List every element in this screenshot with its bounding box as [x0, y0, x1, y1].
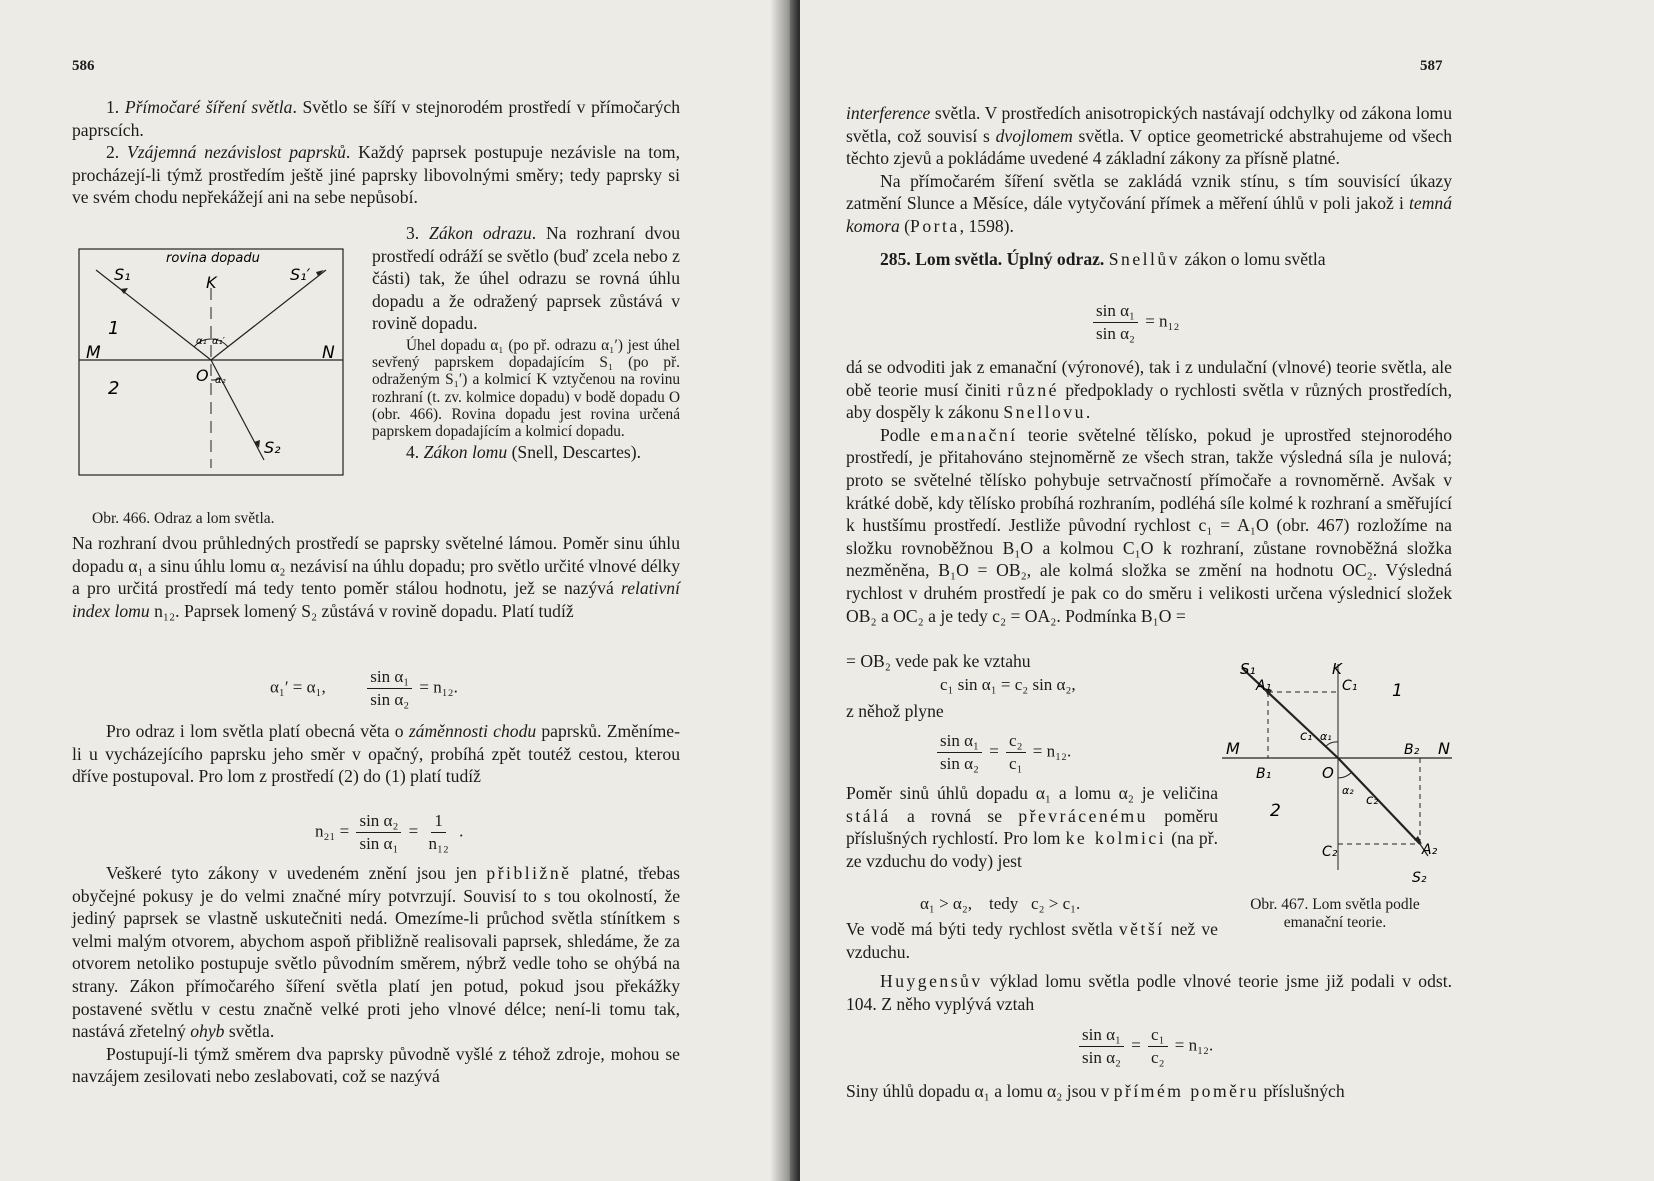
paragraph: [72, 720, 680, 788]
text-run: , 1598).: [959, 215, 1014, 236]
label-medium-1: 1: [1392, 681, 1403, 701]
label-a2: A₂: [1422, 842, 1438, 858]
label-s1: S₁: [114, 265, 131, 284]
label-b2: B₂: [1404, 742, 1420, 758]
paragraph: [372, 441, 680, 464]
paragraph: [72, 532, 680, 622]
paragraph: [846, 102, 1452, 170]
equation-part: =: [1131, 1035, 1141, 1055]
text-run: Ve vodě má býti tedy rychlost světla: [846, 919, 1119, 939]
label-o: O: [1322, 764, 1334, 782]
equation-part: =: [408, 821, 419, 841]
paragraph: = OB₂ vede pak ke vztahu: [846, 651, 1031, 671]
numerator: sin α₁: [1079, 1024, 1124, 1047]
text-block-p5: [846, 700, 1226, 723]
text-run: emanační: [930, 424, 1018, 445]
label-c2: c₂: [1366, 793, 1379, 808]
label-s2: S₂: [264, 438, 281, 457]
label-s1-prime: S₁′: [290, 265, 311, 284]
denominator: sin α₂: [1082, 1048, 1121, 1067]
numerator: sin α₁: [937, 730, 982, 753]
equation-part: = n₁₂: [1145, 311, 1180, 331]
text-run: Siny úhlů dopadu α₁ a lomu α₂ jsou v: [846, 1081, 1114, 1101]
label-alpha2: α₂: [215, 375, 226, 386]
paragraph: [72, 96, 680, 141]
numerator: 1: [431, 810, 446, 833]
label-s1: S₁: [1240, 660, 1256, 678]
text-block-top: [72, 96, 680, 209]
numerator: sin α₁: [1093, 300, 1138, 323]
equation-3: [1090, 300, 1179, 345]
paragraph: [846, 970, 1452, 1015]
paragraph: [846, 170, 1452, 238]
numerator: sin α₁: [367, 666, 412, 689]
label-n: N: [322, 343, 335, 363]
text-run: Podle: [880, 424, 931, 445]
heading-title: 285. Lom světla. Úplný odraz.: [880, 248, 1105, 269]
paragraph: Postupují-li týmž směrem dva paprsky původně vyšlé z téhož zdroje, mohou se navzájem zesilovati nebo zeslabovati, což se nazývá: [72, 1043, 680, 1087]
text-run: přímém poměru: [1113, 1081, 1260, 1101]
text-run: Na rozhraní dvou průhledných prostředí se paprsky světelné lámou. Poměr sinu úhlu dopadu α₁ a sinu úhlu lomu α₂ nezávisí na úhlu dopadu; pro světlo určité vlnové délky a pro určitá prostředí má tedy tento poměr stálou hodnotu, jež se nazývá: [72, 533, 680, 599]
label-medium-2: 2: [108, 378, 120, 399]
text-block-top: [846, 102, 1452, 270]
paragraph: [846, 356, 1452, 424]
text-run: 2.: [106, 142, 127, 163]
equation-part: .: [459, 821, 464, 841]
text-run: a rovná se: [890, 805, 1019, 826]
page-number: 586: [72, 58, 95, 74]
figure-467: [1220, 660, 1460, 890]
label-alpha1-prime: α₁′: [212, 336, 225, 347]
text-run: předpoklady o rychlosti světla v různých prostředích, aby dospěly k zákonu: [846, 379, 1452, 423]
label-k: K: [206, 273, 217, 292]
text-run: Pro odraz i lom světla platí obecná věta o: [106, 721, 409, 741]
label-alpha2: α₂: [1342, 784, 1354, 797]
paragraph: [372, 222, 680, 335]
text-run: . Světlo se šíří v stejnorodém prostředí v přímočarých paprscích.: [72, 97, 681, 140]
denominator: sin α₁: [359, 834, 399, 853]
text-run: různé: [1007, 379, 1059, 400]
denominator: c₂: [1151, 1048, 1165, 1067]
figure-466: [78, 248, 344, 476]
text-run: než ve vzduchu.: [846, 919, 1218, 962]
text-run: . Každý paprsek postupuje nezávisle na tom, procházejí-li týmž prostředím ještě jiné paprsky libovolnými směry; tedy paprsky si ve svém chodu nepřekážejí ani na sebe nepůsobí.: [72, 142, 680, 208]
equation-part: =: [989, 741, 999, 761]
text-run: Porta: [910, 215, 960, 236]
label-k: K: [1332, 660, 1342, 678]
label-alpha1: α₁: [1320, 730, 1332, 743]
text-block-zamennost: [72, 720, 680, 788]
text-block-last: [846, 1080, 1452, 1103]
paragraph: [846, 918, 1218, 963]
text-run: 1.: [106, 97, 125, 117]
paragraph: z něhož plyne: [846, 701, 944, 721]
label-medium-1: 1: [108, 318, 120, 339]
label-plane: rovina dopadu: [166, 251, 260, 266]
text-run: (na př. ze vzduchu do vody) jest: [846, 828, 1218, 871]
right-page: [800, 0, 1654, 1181]
text-run: záměnnosti chodu: [408, 721, 537, 741]
paragraph: [846, 782, 1218, 872]
text-run: Snellův: [1108, 248, 1180, 269]
label-c1: c₁: [1300, 729, 1313, 744]
equation-part: = n₁₂.: [419, 677, 458, 697]
text-run: Veškeré tyto zákony v uvedeném znění jsou jen: [106, 863, 487, 883]
text-run: n₁₂. Paprsek lomený S₂ zůstává v rovině dopadu. Platí tudíž: [149, 600, 574, 621]
text-run: výklad lomu světla podle vlnové teorie jsme již podali v odst. 104. Z něho vyplývá vztah: [846, 971, 1452, 1014]
text-run: světla. V prostředích anisotropických nastávají odchylky od zákona lomu světla, což souvisí s: [846, 103, 1452, 146]
text-run: (Snell, Descartes).: [507, 442, 642, 463]
text-run: zákon o lomu světla: [1180, 248, 1326, 269]
denominator: sin α₂: [370, 690, 410, 709]
equation-7: [1076, 1024, 1213, 1069]
equation-part: = n₁₂.: [1174, 1035, 1214, 1055]
paragraph: [846, 424, 1452, 627]
text-run: 3.: [406, 223, 430, 243]
text-run: paprsků. Změníme-li u vycházejícího paprsku jeho směr v opačný, probíhá zpět toutéž cestou, kterou dříve postupoval. Pro lom z prostředí (2) do (1) platí tudíž: [72, 721, 680, 787]
text-block-middle: [846, 356, 1452, 627]
text-run: Přímočaré šíření světla: [124, 97, 293, 117]
text-run: Huygensův: [880, 971, 983, 991]
text-run: 4.: [406, 442, 424, 463]
text-run: temná komora: [846, 193, 1452, 236]
label-m: M: [86, 343, 101, 363]
label-b1: B₁: [1256, 766, 1272, 782]
label-medium-2: 2: [1270, 801, 1281, 821]
text-block-p7: [846, 918, 1218, 963]
label-o: O: [196, 366, 209, 385]
text-run: relativní index lomu: [72, 578, 680, 621]
numerator: c₂: [1006, 730, 1025, 753]
text-run: dvojlomem: [995, 125, 1073, 146]
refracted-ray: [1338, 758, 1420, 844]
paragraph: [846, 1080, 1452, 1103]
equation-part: α₁′ = α₁,: [270, 677, 326, 697]
text-run: .: [1085, 402, 1091, 423]
label-a1: A₁: [1256, 678, 1272, 694]
text-run: příslušných: [1259, 1081, 1345, 1101]
paragraph: [72, 862, 680, 1043]
denominator: sin α₂: [940, 754, 979, 773]
text-block-side: [372, 222, 680, 464]
text-run: interference: [846, 103, 931, 123]
paragraph-small: Úhel dopadu α₁ (po př. odrazu α₁′) jest úhel sevřený paprskem dopadajícím S₁ (po př. odraženým S₁′) a kolmicí K vztyčenou na rovinu rozhraní (t. zv. kolmice dopadu) v bodě dopadu O (obr. 466). Rovina dopadu jest rovina určená paprskem dopadajícím a kolmicí dopadu.: [372, 336, 680, 440]
text-run: dá se odvoditi jak z emanační (výronové), tak i z undulační (vlnové) teorie světla, ale obě teorie musí činiti: [846, 357, 1452, 400]
text-run: větší: [1118, 919, 1165, 939]
denominator: sin α₂: [1096, 324, 1135, 343]
text-run: Zákon lomu: [423, 442, 508, 463]
label-alpha1: α₁: [196, 336, 207, 347]
text-run: Na přímočarém šíření světla se zakládá vznik stínu, s tím souvisící úkazy zatmění Slunce a Měsíce, dále vytyčování přímek a měření úhlů v poli jakož i: [846, 170, 1452, 214]
equation-2: [315, 810, 463, 855]
equation-4: c₁ sin α₁ = c₂ sin α₂,: [940, 675, 1076, 694]
text-block-bottom: [846, 970, 1452, 1015]
denominator: n₁₂: [428, 834, 449, 853]
equation-part: n₂₁ =: [315, 821, 350, 841]
text-block-lower: [72, 532, 680, 622]
text-run: Poměr sinů úhlů dopadu α₁ a lomu α₂ je veličina: [846, 783, 1218, 803]
text-run: Vzájemná nezávislost paprsků: [127, 142, 346, 163]
label-s2: S₂: [1412, 870, 1427, 886]
text-run: světla.: [224, 1021, 275, 1042]
text-run: stálá: [846, 805, 891, 826]
left-page: [0, 0, 790, 1181]
text-block-p4b: [846, 650, 1226, 673]
section-heading: [846, 248, 1452, 271]
text-run: Snellovu: [1003, 402, 1086, 423]
label-c1-point: C₁: [1342, 678, 1358, 694]
numerator: sin α₂: [356, 810, 401, 833]
text-block-bottom: [72, 862, 680, 1088]
text-run: ohyb: [190, 1021, 225, 1042]
text-run: teorie světelné tělísko, pokud je uprostřed stejnorodého prostředí, je přitahováno stejnoměrně ze všech stran, takže výsledná síla je nulová; proto se světelné tělísko pohybuje setrvačností přímočaře a rovnoměrně. Avšak v krátké době, kdy tělísko probíhá rozhraním, podléhá síle kolmé k rozhraní a směřující k hustšímu prostředí. Jestliže původní rychlost c₁ = A₁O (obr. 467) rozložíme na složku rovnoběžnou B₁O a kolmou C₁O k rozhraní, zůstane rovnoběžná složka nezměněna, B₁O = OB₂, ale kolmá složka se změní na hodnotu OC₂. Výsledná rychlost v druhém prostředí je pak co do směru i velikosti určena výslednicí složek OB₂ a OC₂ a je tedy c₂ = OA₂. Podmínka B₁O =: [846, 424, 1452, 626]
arrow-icon: [120, 288, 128, 294]
page-number: 587: [1420, 58, 1443, 74]
figure-caption: Obr. 466. Odraz a lom světla.: [92, 510, 275, 527]
text-run: přibližně: [486, 863, 572, 883]
denominator: c₁: [1009, 754, 1023, 773]
paragraph: [72, 141, 680, 209]
text-run: poměru příslušných rychlostí. Pro lom: [846, 805, 1218, 849]
figure-caption: Obr. 467. Lom světla podle emanační teorie.: [1250, 896, 1420, 931]
equation-6: α₁ > α₂, tedy c₂ > c₁.: [920, 894, 1081, 913]
text-run: . Na rozhraní dvou prostředí odráží se světlo (buď zcela nebo z části) tak, že úhel odrazu se rovná úhlu dopadu a že odražený paprsek zůstává v rovině dopadu.: [372, 223, 681, 334]
text-run: (: [899, 215, 911, 236]
text-run: Zákon odrazu: [429, 223, 532, 243]
text-run: převrácenému: [1018, 805, 1148, 826]
label-n: N: [1438, 739, 1450, 758]
label-m: M: [1226, 739, 1240, 758]
angle-arc: [1338, 772, 1352, 778]
text-block-p6: [846, 782, 1218, 872]
equation-5: [934, 730, 1071, 775]
heading-rest: [1104, 249, 1325, 269]
numerator: c₁: [1148, 1024, 1167, 1047]
text-run: platné, třebas obyčejné pokusy je do velmi značné míry potvrzují. Souvisí to s tou okolností, že jediný paprsek se vlastně uskutečniti nedá. Omezíme-li průchod světla stínítkem s velmi malým otvorem, abychom aspoň přibližně realisovali paprsek, shledáme, že za otvorem netoliko postupuje světlo původním směrem, nýbrž vedle toho se ohýbá na strany. Zákon přímočarého šíření světla platí jen potud, pokud jsou překážky postavené světlu v cestu značně velké proti jeho vlnové délce; není-li tomu tak, nastává zřetelný: [72, 863, 680, 1042]
equation-1: [270, 666, 458, 711]
label-c2-point: C₂: [1322, 844, 1338, 860]
text-run: světla. V optice geometrické abstrahujeme od všech těchto zjevů a pokládáme uvedené 4 základní zákony za přísně platné.: [846, 125, 1452, 169]
text-run: ke kolmici: [1065, 828, 1167, 849]
equation-part: = n₁₂.: [1032, 741, 1072, 761]
